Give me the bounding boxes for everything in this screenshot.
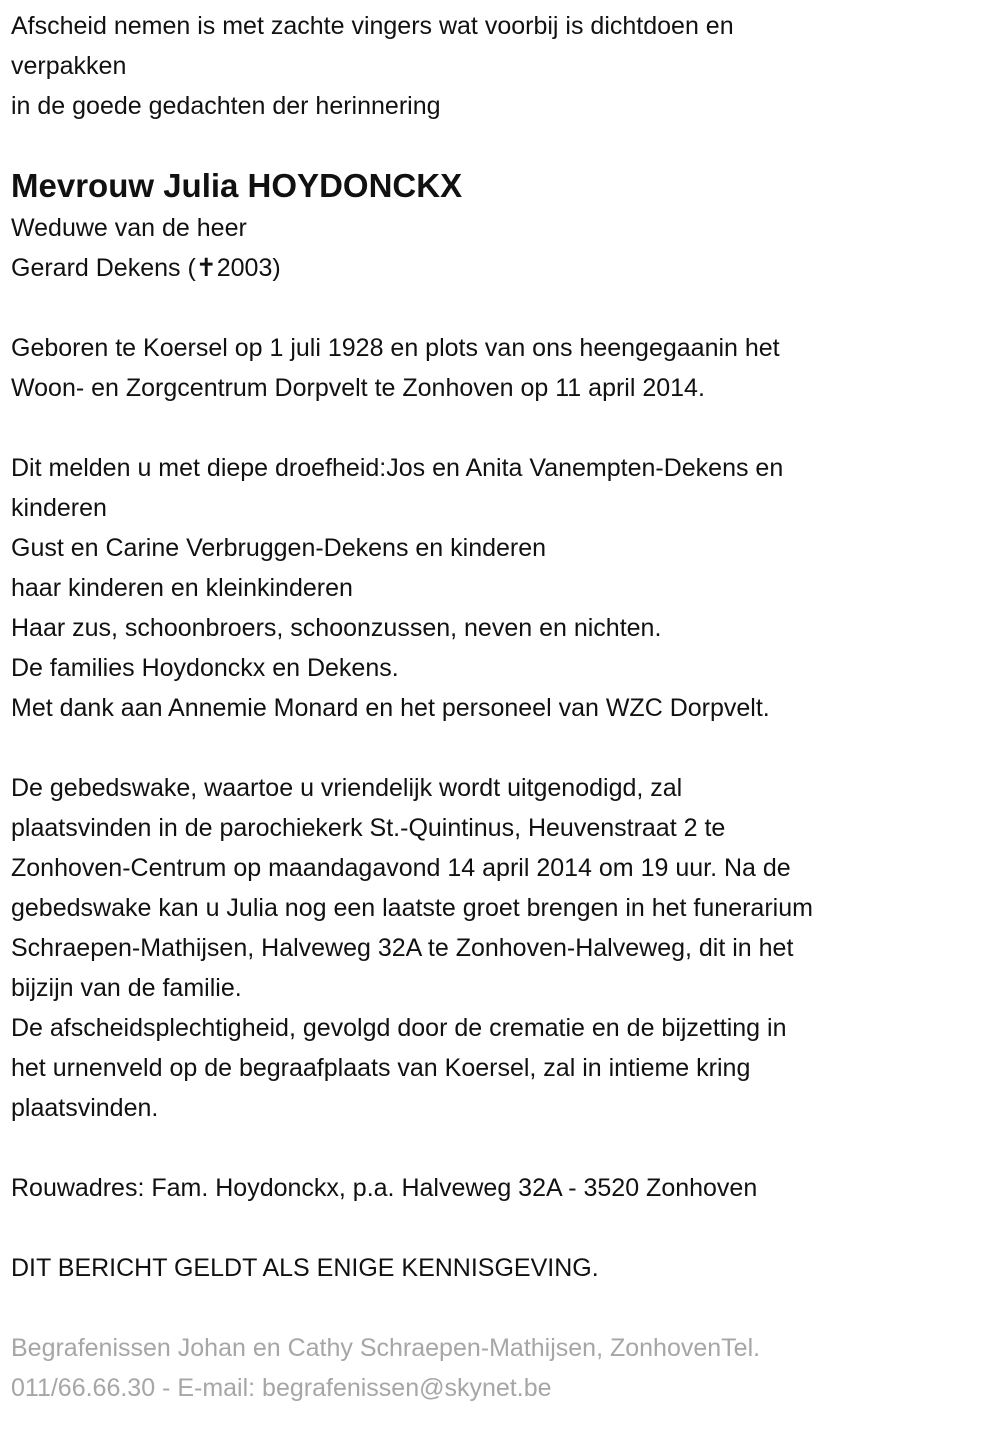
ceremony-line: plaatsvinden. — [11, 1094, 159, 1122]
family-line: Haar zus, schoonbroers, schoonzussen, neven en nichten. — [11, 614, 662, 642]
ceremony-line: Zonhoven-Centrum op maandagavond 14 april 2014 om 19 uur. Na de — [11, 854, 791, 882]
family-line: Dit melden u met diepe droefheid:Jos en Anita Vanempten-Dekens en — [11, 454, 784, 482]
notice-line: DIT BERICHT GELDT ALS ENIGE KENNISGEVING. — [11, 1254, 599, 1282]
family-line: haar kinderen en kleinkinderen — [11, 574, 353, 602]
family-line: Met dank aan Annemie Monard en het personeel van WZC Dorpvelt. — [11, 694, 770, 722]
funeral-home-footer — [11, 1328, 1000, 1408]
birth-death-line: Woon- en Zorgcentrum Dorpvelt te Zonhoven op 11 april 2014. — [11, 374, 705, 402]
intro-line: in de goede gedachten der herinnering — [11, 92, 441, 120]
birth-death-line: Geboren te Koersel op 1 juli 1928 en plots van ons heengegaanin het — [11, 334, 780, 362]
intro-line: Afscheid nemen is met zachte vingers wat voorbij is dichtdoen en — [11, 12, 734, 40]
family-line: Gust en Carine Verbruggen-Dekens en kinderen — [11, 534, 547, 562]
deceased-name: Mevrouw Julia HOYDONCKX — [11, 167, 463, 204]
intro-line: verpakken — [11, 52, 127, 80]
family-line: De families Hoydonckx en Dekens. — [11, 654, 399, 682]
mourning-address — [11, 1168, 1000, 1208]
spouse-info — [11, 208, 1000, 288]
ceremony-info — [11, 768, 1000, 1128]
ceremony-line: bijzijn van de familie. — [11, 974, 242, 1002]
address-line: Rouwadres: Fam. Hoydonckx, p.a. Halveweg 32A - 3520 Zonhoven — [11, 1174, 758, 1202]
family-line: kinderen — [11, 494, 107, 522]
ceremony-line: het urnenveld op de begraafplaats van Koersel, zal in intieme kring — [11, 1054, 751, 1082]
spouse-line: Weduwe van de heer — [11, 214, 247, 242]
spouse-line: Gerard Dekens (✝2003) — [11, 254, 281, 282]
ceremony-line: gebedswake kan u Julia nog een laatste groet brengen in het funerarium — [11, 894, 813, 922]
footer-line: 011/66.66.30 - E-mail: begrafenissen@skynet.be — [11, 1374, 552, 1402]
notice — [11, 1248, 1000, 1288]
ceremony-line: plaatsvinden in de parochiekerk St.-Quintinus, Heuvenstraat 2 te — [11, 814, 726, 842]
ceremony-line: De gebedswake, waartoe u vriendelijk wordt uitgenodigd, zal — [11, 774, 683, 802]
ceremony-line: Schraepen-Mathijsen, Halveweg 32A te Zonhoven-Halveweg, dit in het — [11, 934, 794, 962]
ceremony-line: De afscheidsplechtigheid, gevolgd door de crematie en de bijzetting in — [11, 1014, 787, 1042]
birth-death-info — [11, 328, 1000, 408]
family-announcement — [11, 448, 1000, 728]
footer-line: Begrafenissen Johan en Cathy Schraepen-Mathijsen, ZonhovenTel. — [11, 1334, 761, 1362]
intro-verse — [11, 6, 1000, 126]
